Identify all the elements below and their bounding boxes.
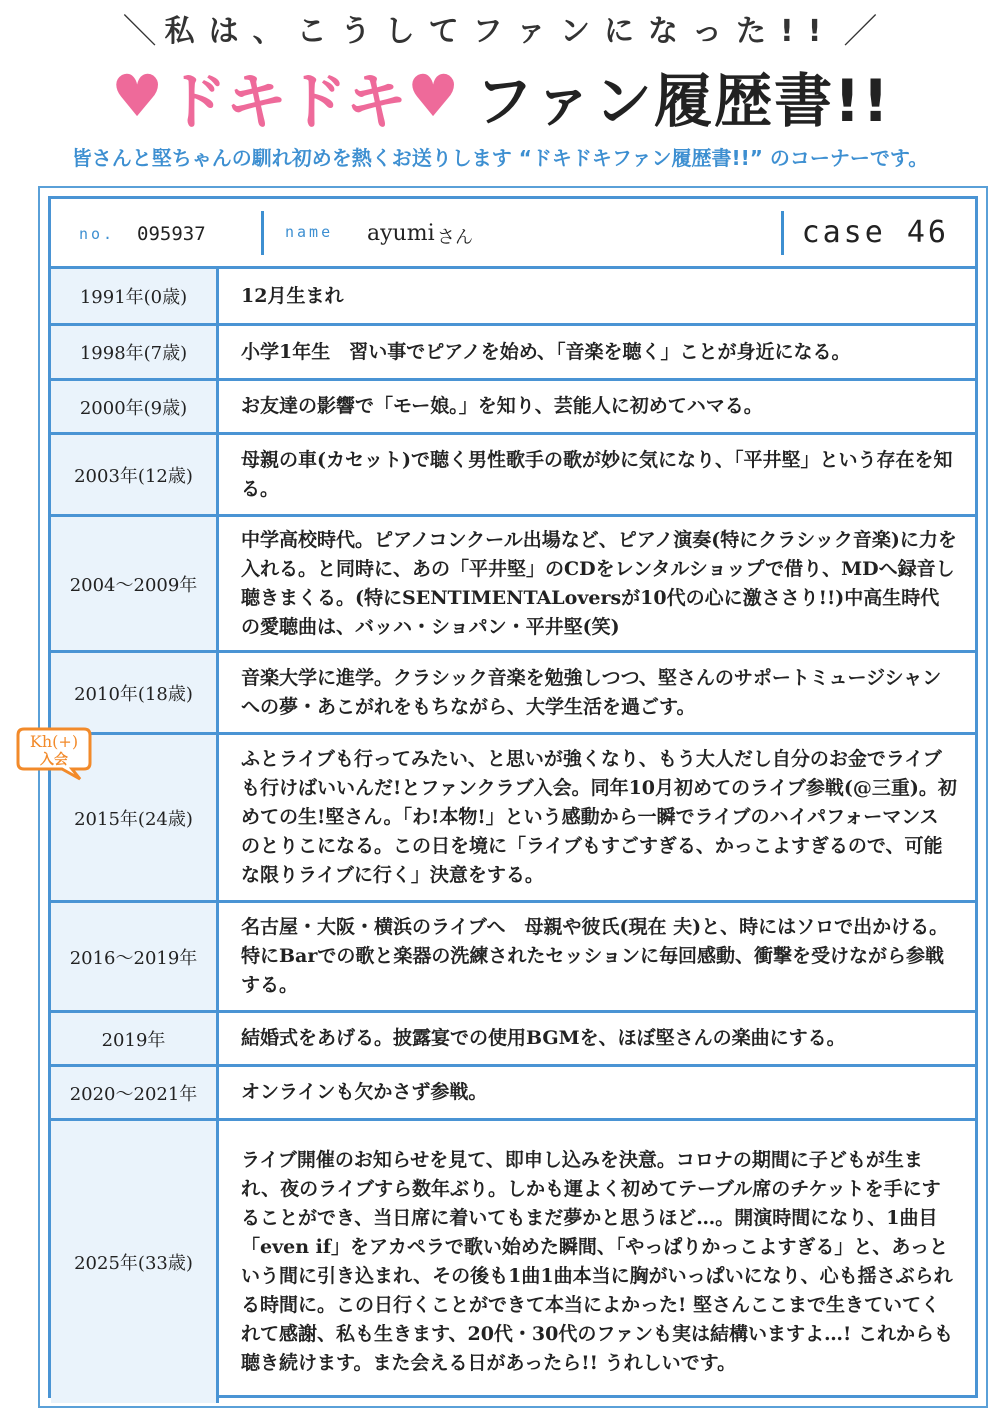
year-cell: 2003年(12歳) bbox=[51, 435, 219, 514]
name-suffix: さん bbox=[437, 227, 473, 248]
table-row bbox=[51, 1013, 975, 1067]
table-row bbox=[51, 381, 975, 435]
page-title bbox=[0, 52, 1000, 140]
event-cell: ふとライブも行ってみたい、と思いが強くなり、もう大人だし自分のお金でライブも行けばいいんだ!とファンクラブ入会。同年10月初めてのライブ参戦(@三重)。初めての生!堅さん。「わ!本物!」という感動から一瞬でライブのハイパフォーマンスのとりこになる。この日を境に「ライブもすごすぎる、かっこよすぎるので、可能な限りライブに行く」決意をする。 bbox=[241, 748, 957, 886]
fanclub-join-badge bbox=[14, 725, 94, 781]
divider bbox=[261, 211, 264, 255]
year-cell: 2025年(33歳) bbox=[51, 1121, 219, 1403]
intro-text: 皆さんと堅ちゃんの馴れ初めを熱くお送りします “ドキドキファン履歴書!!” のコーナーです。 bbox=[71, 146, 929, 170]
event-cell: 中学高校時代。ピアノコンクール出場など、ピアノ演奏(特にクラシック音楽)に力を入れる。と同時に、あの「平井堅」のCDをレンタルショップで借り、MDへ録音し聴きまくる。(特にSENTIMENTALoversが10代の心に激ささり!!)中高生時代の愛聴曲は、バッハ・ショパン・平井堅(笑) bbox=[241, 528, 957, 638]
table-row bbox=[51, 269, 975, 326]
event-cell: 音楽大学に進学。クラシック音楽を勉強しつつ、堅さんのサポートミュージシャンへの夢・あこがれをもちながら、大学生活を過ごす。 bbox=[241, 666, 942, 718]
table-row bbox=[51, 435, 975, 517]
table-row bbox=[51, 653, 975, 735]
event-cell: お友達の影響で「モー娘。」を知り、芸能人に初めてハマる。 bbox=[241, 395, 763, 417]
year-cell: 2016〜2019年 bbox=[51, 903, 219, 1010]
year-cell: 1998年(7歳) bbox=[51, 326, 219, 378]
resume-frame bbox=[48, 196, 978, 1398]
table-row bbox=[51, 735, 975, 903]
table-row bbox=[51, 1067, 975, 1121]
resume-header bbox=[51, 199, 975, 269]
table-row bbox=[51, 326, 975, 381]
year-cell: 2019年 bbox=[51, 1013, 219, 1064]
subtitle: 私は、こうしてファンになった!! bbox=[164, 14, 836, 49]
event-cell: 母親の車(カセット)で聴く男性歌手の歌が妙に気になり、「平井堅」という存在を知る。 bbox=[241, 448, 953, 500]
event-cell: 名古屋・大阪・横浜のライブへ 母親や彼氏(現在 夫)と、時にはソロで出かける。特にBarでの歌と楽器の洗練されたセッションに毎回感動、衝撃を受けながら参戦する。 bbox=[241, 916, 949, 996]
year-cell: 1991年(0歳) bbox=[51, 269, 219, 323]
heart-icon: ♥ bbox=[407, 62, 460, 130]
year-cell: 2010年(18歳) bbox=[51, 653, 219, 732]
table-row bbox=[51, 517, 975, 653]
event-cell: 小学1年生 習い事でピアノを始め、「音楽を聴く」ことが身近になる。 bbox=[241, 340, 851, 363]
title-doki: ドキドキ bbox=[165, 64, 406, 138]
divider bbox=[781, 211, 784, 255]
table-row bbox=[51, 903, 975, 1013]
title-rest: ファン履歴書!! bbox=[475, 67, 891, 135]
case-number: case 46 bbox=[801, 215, 949, 250]
event-cell: ライブ開催のお知らせを見て、即申し込みを決意。コロナの期間に子どもが生まれ、夜のライブすら数年ぶり。しかも運よく初めてテーブル席のチケットを手にすることができ、当日席に着いてもまだ夢かと思うほど…。開演時間になり、1曲目「even if」をアカペラで歌い始めた瞬間、「やっぱりかっこよすぎる」と、あっという間に引き込まれ、その後も1曲1曲本当に胸がいっぱいになり、心も揺さぶられる時間に。この日行くことができて本当によかった! 堅さんここまで生きていてくれて感謝、私も生きます、20代・30代のファンも実は結構いますよ…! これからも聴き続けます。また会える日があったら!! うれしいです。 bbox=[241, 1149, 953, 1374]
heart-icon: ♥ bbox=[111, 62, 164, 130]
name-label: name bbox=[285, 223, 334, 241]
event-cell: 結婚式をあげる。披露宴での使用BGMを、ほぼ堅さんの楽曲にする。 bbox=[241, 1027, 846, 1049]
table-row bbox=[51, 1121, 975, 1403]
year-cell: 2000年(9歳) bbox=[51, 381, 219, 432]
no-label: no. bbox=[79, 225, 116, 243]
slash-left: ＼ bbox=[122, 11, 157, 52]
year-cell: 2004〜2009年 bbox=[51, 517, 219, 650]
badge-line2: 入会 bbox=[40, 752, 68, 768]
subtitle-line bbox=[0, 8, 1000, 52]
badge-line1: Kh(+) bbox=[29, 732, 79, 751]
history-table bbox=[51, 269, 975, 1403]
slash-right: ／ bbox=[843, 11, 878, 52]
year-cell: 2020〜2021年 bbox=[51, 1067, 219, 1118]
event-cell: 12月生まれ bbox=[241, 284, 344, 307]
year-cell: 2015年(24歳) bbox=[51, 735, 219, 900]
event-cell: オンラインも欠かさず参戦。 bbox=[241, 1081, 488, 1103]
no-value: 095937 bbox=[137, 223, 206, 245]
name-value: ayumi bbox=[367, 221, 435, 246]
